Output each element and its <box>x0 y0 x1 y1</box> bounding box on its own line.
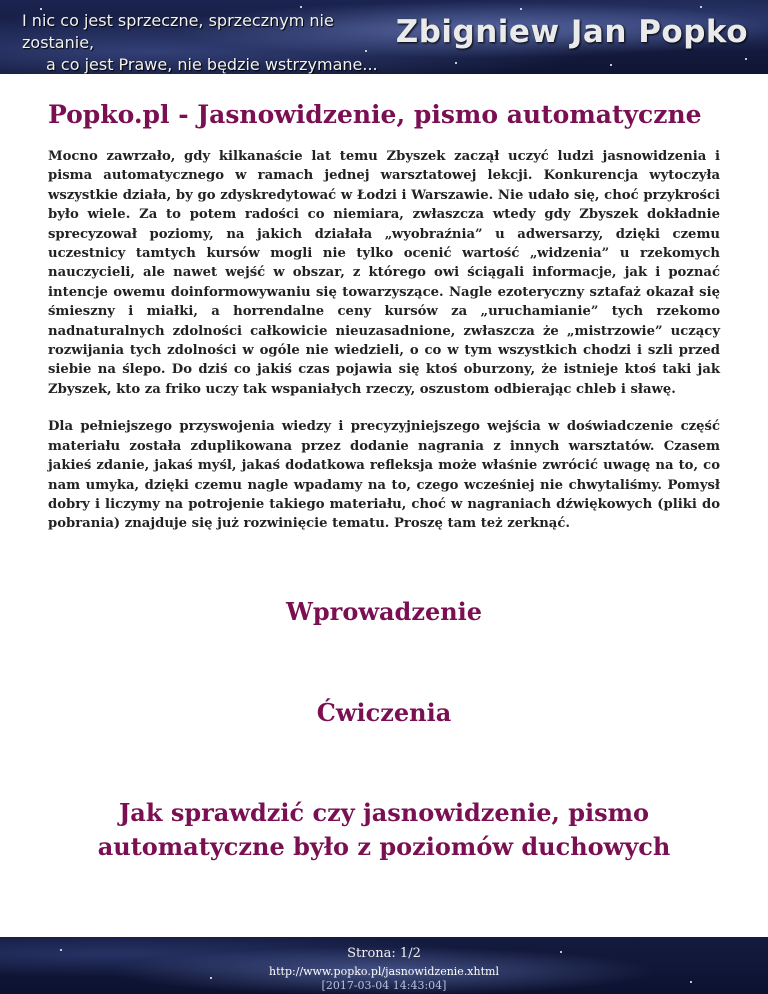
print-timestamp: [2017-03-04 14:43:04] <box>321 979 447 992</box>
motto-line-1: I nic co jest sprzeczne, sprzecznym nie zostanie, <box>22 11 334 52</box>
document-body <box>48 100 720 534</box>
page-url: http://www.popko.pl/jasnowidzenie.xhtml <box>269 965 499 978</box>
section-heading-cwiczenia: Ćwiczenia <box>316 698 452 727</box>
intro-paragraph: Mocno zawrzało, gdy kilkanaście lat temu Zbyszek zaczął uczyć ludzi jasnowidzenia i pisma automatycznego w ramach jednej warsztatowej lekcji. Konkurencja wytoczyła wszystkie działa, by go zdyskredytować w Łodzi i Warszawie. Nie udało się, choć przykrości było wiele. Za to potem radości co niemiara, zwłaszcza wtedy gdy Zbyszek dokładnie sprecyzował poziomy, na jakich działała „wyobraźnia” u adwersarzy, dzięki czemu uczestnicy tamtych kursów mogli nie tylko ocenić wartość „widzenia” u rzekomych nauczycieli, ale nawet wejść w obszar, z którego owi ściągali informacje, jak i poznać intencje owemu doinformowywaniu się towarzyszące. Nagle ezoteryczny sztafaż okazał się śmieszny i miałki, a horrendalne ceny kursów za „uruchamianie” tych rzekomo nadnaturalnych zdolności całkowicie nieuzasadnione, zwłaszcza że „mistrzowie” uczący rozwijania tych zdolności w ogóle nie wiedzieli, o co w tym wszystkich chodzi i szli przed siebie na ślepo. Do dziś co jakiś czas pojawia się ktoś oburzony, że istnieje ktoś taki jak Zbyszek, kto za friko uczy tak wspaniałych rzeczy, oszustom odbierając chleb i sławę. <box>48 149 720 397</box>
section-heading-wprowadzenie: Wprowadzenie <box>285 597 483 626</box>
section-heading-verification: Jak sprawdzić czy jasnowidzenie, pismo automatyczne było z poziomów duchowych <box>97 798 671 861</box>
site-name: Zbigniew Jan Popko <box>395 14 748 50</box>
note-paragraph: Dla pełniejszego przyswojenia wiedzy i precyzyjniejszego wejścia w doświadczenie część materiału została zduplikowana przez dodanie nagrania z innych warsztatów. Czasem jakieś zdanie, jakaś myśl, jakaś dodatkowa refleksja może właśnie zwrócić uwagę na to, co nam umyka, dzięki czemu nagle wpadamy na to, czego wcześniej nie chwytaliśmy. Pomysł dobry i liczymy na potrojenie takiego materiału, choć w nagraniach dźwiękowych (pliki do pobrania) znajduje się już rozwinięcie tematu. Proszę tam też zerknąć. <box>48 419 720 532</box>
motto-line-2: a co jest Prawe, nie będzie wstrzymane... <box>46 55 378 74</box>
header-banner <box>0 0 768 74</box>
header-motto <box>22 10 382 74</box>
page-number: Strona: 1/2 <box>347 946 421 961</box>
footer-banner <box>0 937 768 994</box>
page-title: Popko.pl - Jasnowidzenie, pismo automatyczne <box>48 100 702 129</box>
